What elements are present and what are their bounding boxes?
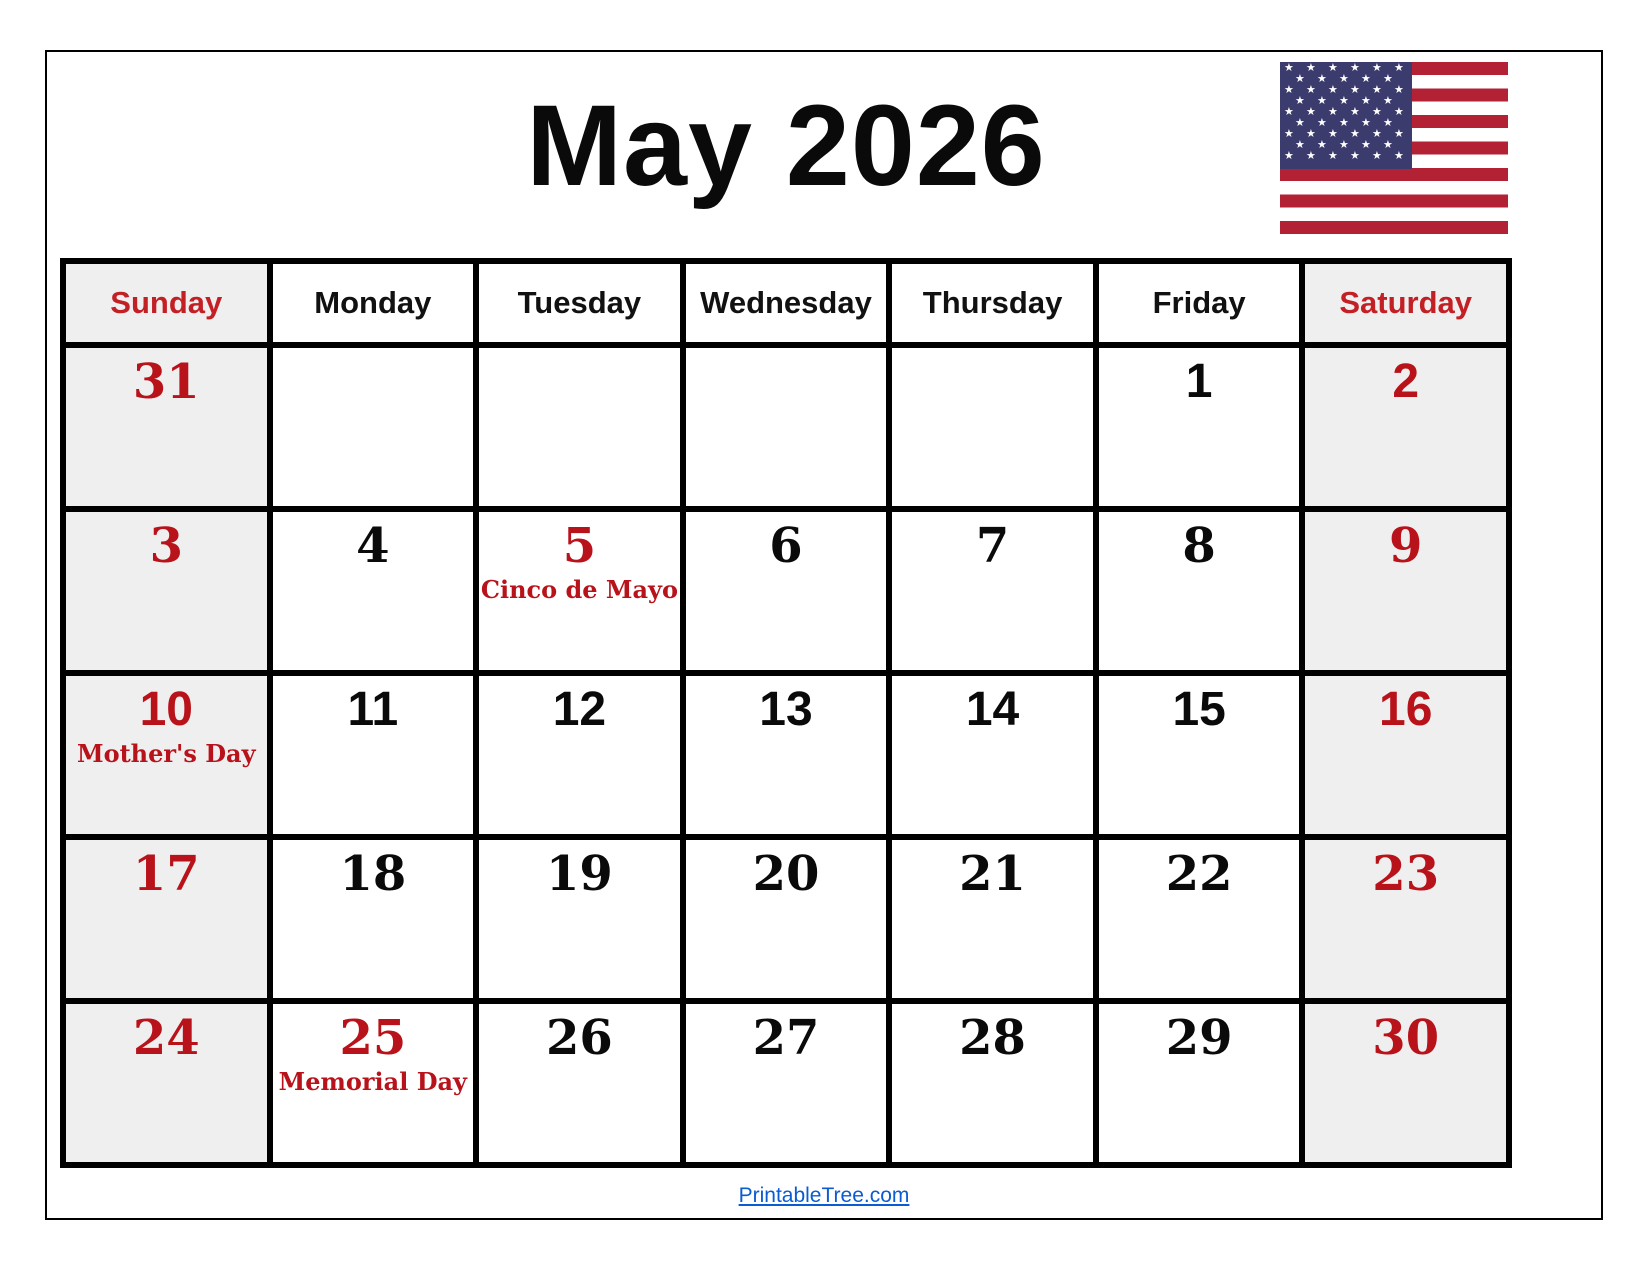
flag-star-icon: ★ (1284, 128, 1294, 140)
day-number: 13 (759, 683, 813, 736)
day-number: 1 (1185, 355, 1213, 408)
calendar-header (47, 52, 1601, 258)
day-number: 19 (546, 846, 613, 902)
flag-star-icon: ★ (1284, 62, 1294, 74)
day-cell-8 (1099, 512, 1300, 670)
flag-star-icon: ★ (1372, 128, 1382, 140)
day-number: 27 (752, 1010, 820, 1066)
flag-star-icon: ★ (1328, 84, 1338, 96)
day-cell-9 (1305, 512, 1506, 670)
day-cell-21 (892, 840, 1093, 998)
flag-star-icon: ★ (1394, 84, 1404, 96)
day-number: 26 (546, 1010, 613, 1066)
day-cell-5 (479, 512, 680, 670)
calendar-grid (60, 258, 1512, 1168)
day-cell-12 (479, 676, 680, 834)
day-cell-11 (273, 676, 474, 834)
flag-star-icon: ★ (1295, 95, 1305, 107)
day-number: 2 (1392, 355, 1420, 408)
day-number: 14 (965, 683, 1020, 736)
day-cell-3 (66, 512, 267, 670)
flag-star-icon: ★ (1306, 150, 1316, 162)
flag-star-icon: ★ (1284, 84, 1294, 96)
day-cell-1 (1099, 348, 1300, 506)
flag-star-icon: ★ (1306, 62, 1316, 74)
day-number: 4 (356, 518, 390, 574)
day-cell-23 (1305, 840, 1506, 998)
flag-star-icon: ★ (1339, 139, 1349, 151)
flag-star-icon: ★ (1339, 73, 1349, 85)
day-number: 25 (339, 1010, 407, 1066)
day-number: 29 (1165, 1010, 1233, 1066)
page-title: May 2026 (526, 82, 1046, 210)
day-cell-20 (686, 840, 887, 998)
flag-canton (1280, 62, 1412, 169)
flag-star-icon: ★ (1317, 95, 1327, 107)
day-cell-15 (1099, 676, 1300, 834)
flag-star-icon: ★ (1317, 73, 1327, 85)
day-number: 31 (132, 354, 200, 410)
flag-star-icon: ★ (1328, 150, 1338, 162)
day-number: 17 (132, 846, 200, 902)
day-number: 9 (1389, 518, 1423, 574)
flag-star-icon: ★ (1383, 73, 1393, 85)
weekday-label: Tuesday (517, 285, 642, 320)
flag-star-icon: ★ (1306, 84, 1316, 96)
flag-star-icon: ★ (1328, 62, 1338, 74)
weekday-label: Friday (1152, 285, 1246, 320)
day-cell-19 (479, 840, 680, 998)
day-number: 21 (959, 846, 1026, 902)
day-cell-14 (892, 676, 1093, 834)
flag-star-icon: ★ (1295, 117, 1305, 129)
day-number: 10 (139, 683, 193, 736)
day-number: 7 (975, 518, 1010, 574)
day-cell-30 (1305, 1004, 1506, 1162)
flag-star-icon: ★ (1295, 73, 1305, 85)
day-number: 22 (1165, 846, 1233, 902)
day-cell-empty (686, 348, 887, 506)
flag-star-icon: ★ (1394, 62, 1404, 74)
holiday-label: Memorial Day (278, 1066, 468, 1096)
flag-star-icon: ★ (1361, 139, 1371, 151)
flag-star-icon: ★ (1328, 106, 1338, 118)
holiday-label: Cinco de Mayo (480, 574, 678, 604)
flag-star-icon: ★ (1350, 150, 1360, 162)
day-number: 5 (562, 518, 597, 574)
day-cell-empty (479, 348, 680, 506)
day-cell-6 (686, 512, 887, 670)
day-cell-4 (273, 512, 474, 670)
flag-star-icon: ★ (1361, 95, 1371, 107)
day-cell-7 (892, 512, 1093, 670)
flag-star-icon: ★ (1284, 150, 1294, 162)
flag-star-icon: ★ (1383, 117, 1393, 129)
us-flag-icon (1280, 62, 1508, 234)
weekday-label: Sunday (110, 285, 223, 320)
flag-star-icon: ★ (1394, 106, 1404, 118)
day-cell-16 (1305, 676, 1506, 834)
day-number: 18 (339, 846, 407, 902)
day-cell-empty (273, 348, 474, 506)
day-cell-17 (66, 840, 267, 998)
weekday-header-monday (273, 264, 474, 342)
weekday-header-wednesday (686, 264, 887, 342)
day-cell-18 (273, 840, 474, 998)
day-cell-27 (686, 1004, 887, 1162)
flag-star-icon: ★ (1372, 84, 1382, 96)
day-number: 28 (959, 1010, 1026, 1066)
flag-star-icon: ★ (1306, 128, 1316, 140)
day-cell-28 (892, 1004, 1093, 1162)
day-cell-31 (66, 348, 267, 506)
flag-star-icon: ★ (1383, 95, 1393, 107)
day-number: 8 (1182, 518, 1216, 574)
day-cell-2 (1305, 348, 1506, 506)
day-cell-22 (1099, 840, 1300, 998)
flag-star-icon: ★ (1317, 117, 1327, 129)
flag-star-icon: ★ (1350, 84, 1360, 96)
flag-star-icon: ★ (1372, 150, 1382, 162)
holiday-label: Mother's Day (77, 738, 256, 768)
day-number: 16 (1379, 683, 1433, 736)
day-cell-10 (66, 676, 267, 834)
flag-star-icon: ★ (1306, 106, 1316, 118)
flag-star-icon: ★ (1394, 128, 1404, 140)
day-number: 3 (149, 518, 183, 574)
flag-star-icon: ★ (1284, 106, 1294, 118)
footer-link[interactable]: PrintableTree.com (738, 1184, 910, 1207)
day-number: 12 (552, 683, 607, 736)
weekday-header-thursday (892, 264, 1093, 342)
day-number: 11 (347, 683, 399, 736)
weekday-label: Saturday (1339, 285, 1473, 320)
flag-star-icon: ★ (1317, 139, 1327, 151)
day-number: 30 (1372, 1010, 1440, 1066)
flag-star-icon: ★ (1328, 128, 1338, 140)
day-cell-13 (686, 676, 887, 834)
day-number: 24 (132, 1010, 200, 1066)
day-cell-24 (66, 1004, 267, 1162)
weekday-header-sunday (66, 264, 267, 342)
footer (47, 1184, 1601, 1208)
flag-star-icon: ★ (1350, 106, 1360, 118)
flag-star-icon: ★ (1295, 139, 1305, 151)
weekday-label: Thursday (922, 285, 1063, 320)
flag-star-icon: ★ (1339, 95, 1349, 107)
day-cell-26 (479, 1004, 680, 1162)
day-cell-25 (273, 1004, 474, 1162)
flag-star-icon: ★ (1361, 73, 1371, 85)
day-cell-empty (892, 348, 1093, 506)
weekday-header-tuesday (479, 264, 680, 342)
flag-star-icon: ★ (1361, 117, 1371, 129)
weekday-label: Monday (314, 285, 432, 320)
flag-star-icon: ★ (1350, 62, 1360, 74)
weekday-header-saturday (1305, 264, 1506, 342)
flag-star-icon: ★ (1372, 62, 1382, 74)
flag-star-icon: ★ (1350, 128, 1360, 140)
day-cell-29 (1099, 1004, 1300, 1162)
flag-star-icon: ★ (1394, 150, 1404, 162)
flag-star-icon: ★ (1383, 139, 1393, 151)
flag-star-icon: ★ (1339, 117, 1349, 129)
weekday-header-friday (1099, 264, 1300, 342)
day-number: 15 (1172, 683, 1226, 736)
day-number: 6 (769, 518, 803, 574)
day-number: 23 (1372, 846, 1440, 902)
day-number: 20 (752, 846, 820, 902)
calendar-page (45, 50, 1603, 1220)
flag-star-icon: ★ (1372, 106, 1382, 118)
weekday-label: Wednesday (700, 285, 872, 320)
